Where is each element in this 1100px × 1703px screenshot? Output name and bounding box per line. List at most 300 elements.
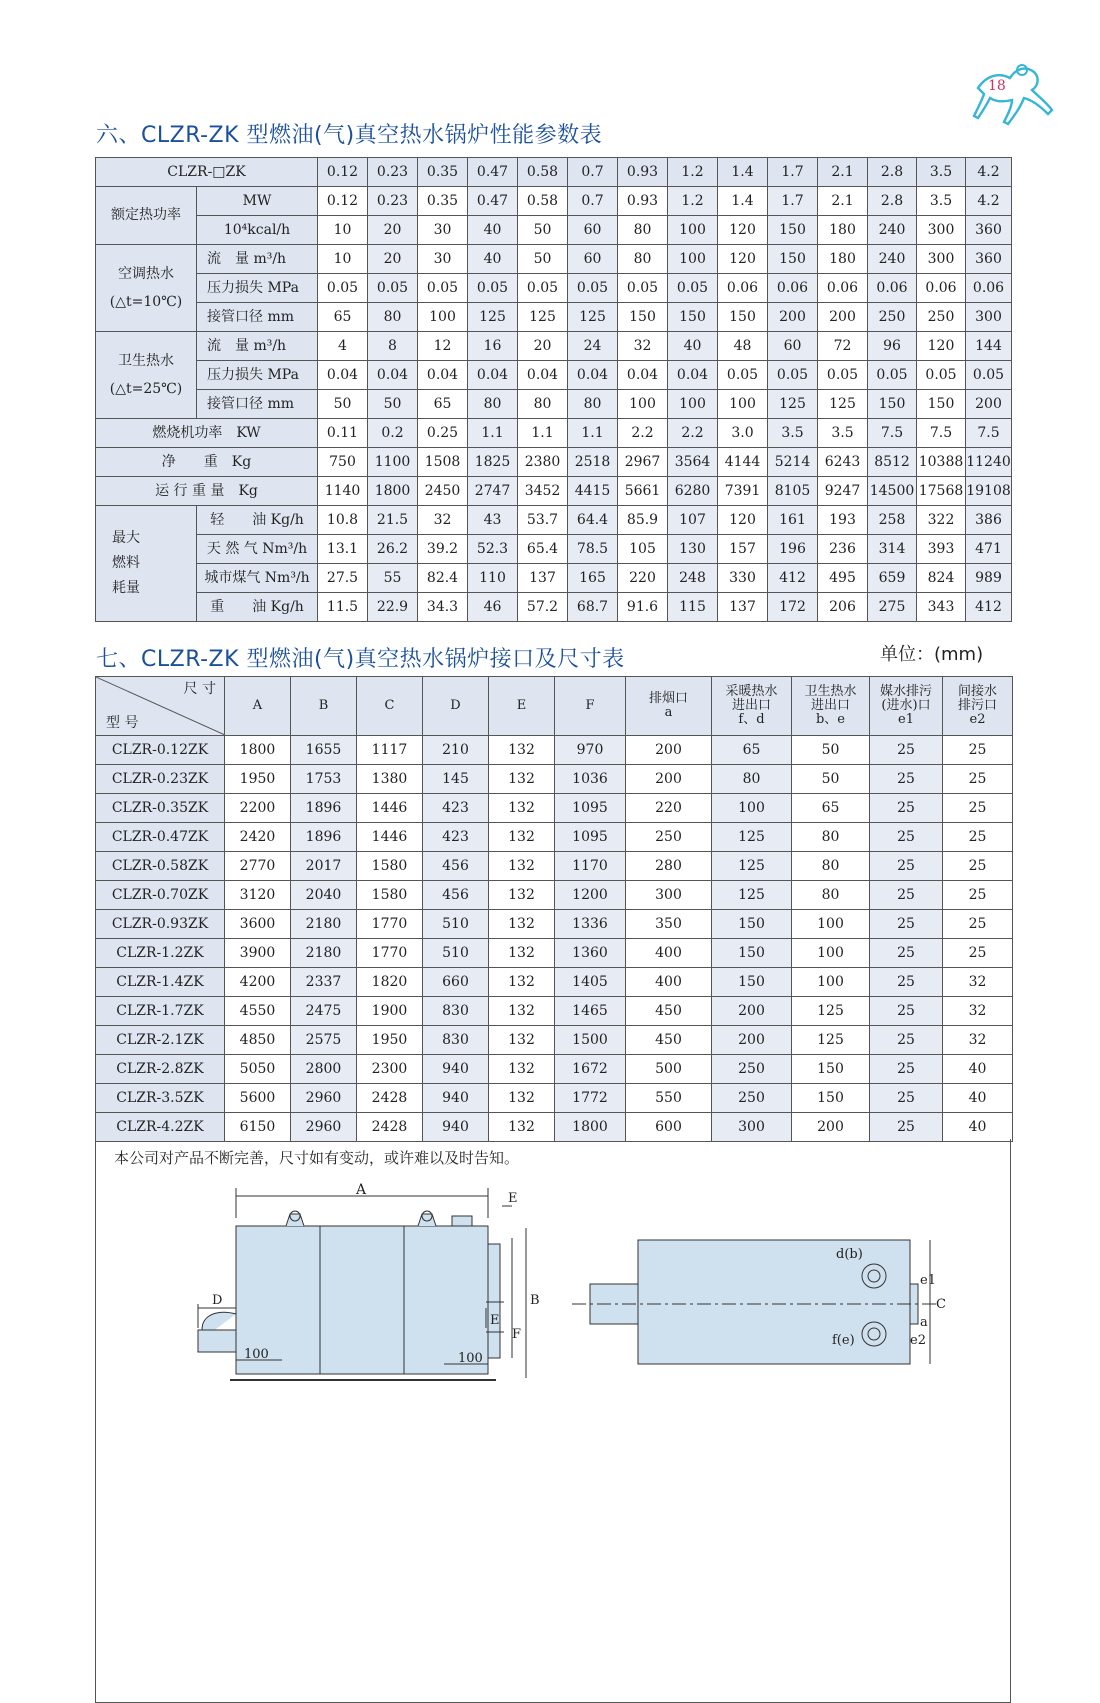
value-cell: 32 — [943, 968, 1013, 997]
value-cell: 1.7 — [768, 158, 818, 187]
value-cell: 3452 — [518, 477, 568, 506]
value-cell: 6243 — [818, 448, 868, 477]
value-cell: 2967 — [618, 448, 668, 477]
model-cell: CLZR-1.7ZK — [96, 997, 225, 1026]
value-cell: 2.8 — [868, 187, 917, 216]
value-cell: 2450 — [418, 477, 468, 506]
heavy-oil-row — [96, 593, 1012, 622]
table-row — [96, 1026, 1013, 1055]
hw-pressure-row — [96, 361, 1012, 390]
value-cell: 22.9 — [368, 593, 418, 622]
horse-logo-icon — [968, 58, 1058, 130]
value-cell: 280 — [626, 852, 712, 881]
value-cell: 0.05 — [868, 361, 917, 390]
value-cell: 4415 — [568, 477, 618, 506]
value-cell: 80 — [518, 390, 568, 419]
value-cell: 456 — [423, 852, 489, 881]
corner-bottom: 型 号 — [106, 714, 139, 731]
value-cell: 0.04 — [468, 361, 518, 390]
value-cell: 3.5 — [917, 158, 966, 187]
table-row — [96, 1055, 1013, 1084]
value-cell: 0.12 — [318, 187, 368, 216]
value-cell: 5050 — [225, 1055, 291, 1084]
dim-F: F — [512, 1327, 522, 1342]
value-cell: 16 — [468, 332, 518, 361]
natural-gas-label: 天 然 气 Nm³/h — [197, 535, 318, 564]
value-cell: 144 — [966, 332, 1012, 361]
table-row — [96, 736, 1013, 765]
value-cell: 150 — [792, 1055, 870, 1084]
drain-header — [870, 677, 943, 736]
header-line: 进出口 — [810, 697, 850, 713]
value-cell: 25 — [870, 1026, 943, 1055]
value-cell: 150 — [668, 303, 718, 332]
value-cell: 150 — [712, 939, 792, 968]
value-cell: 1508 — [418, 448, 468, 477]
value-cell: 120 — [917, 332, 966, 361]
value-cell: 500 — [626, 1055, 712, 1084]
value-cell: 4144 — [718, 448, 768, 477]
value-cell: 25 — [943, 794, 1013, 823]
value-cell: 970 — [555, 736, 626, 765]
value-cell: 145 — [423, 765, 489, 794]
header-line: e1 — [898, 712, 914, 728]
value-cell: 3900 — [225, 939, 291, 968]
ac-label-1: 空调热水 — [118, 265, 174, 282]
value-cell: 1170 — [555, 852, 626, 881]
corner-top: 尺 寸 — [183, 681, 216, 697]
value-cell: 68.7 — [568, 593, 618, 622]
value-cell: 1036 — [555, 765, 626, 794]
value-cell: 1896 — [291, 823, 357, 852]
value-cell: 11240 — [966, 448, 1012, 477]
fuel-label-line: 最大 — [112, 529, 140, 546]
value-cell: 132 — [489, 968, 555, 997]
value-cell: 0.05 — [418, 274, 468, 303]
value-cell: 1446 — [357, 823, 423, 852]
header-D: D — [423, 677, 489, 736]
burner-label: 燃烧机功率 KW — [96, 419, 318, 448]
value-cell: 132 — [489, 939, 555, 968]
value-cell: 8 — [368, 332, 418, 361]
value-cell: 10388 — [917, 448, 966, 477]
value-cell: 471 — [966, 535, 1012, 564]
value-cell: 210 — [423, 736, 489, 765]
value-cell: 30 — [418, 245, 468, 274]
value-cell: 25 — [870, 997, 943, 1026]
value-cell: 50 — [518, 245, 568, 274]
value-cell: 132 — [489, 1113, 555, 1142]
value-cell: 0.06 — [768, 274, 818, 303]
header-line: 间接水 — [957, 683, 997, 699]
model-cell: CLZR-0.12ZK — [96, 736, 225, 765]
value-cell: 132 — [489, 1084, 555, 1113]
value-cell: 0.2 — [368, 419, 418, 448]
value-cell: 25 — [943, 765, 1013, 794]
value-cell: 7391 — [718, 477, 768, 506]
value-cell: 0.58 — [518, 187, 568, 216]
value-cell: 120 — [718, 245, 768, 274]
table-row — [96, 939, 1013, 968]
value-cell: 25 — [943, 736, 1013, 765]
value-cell: 0.58 — [518, 158, 568, 187]
value-cell: 125 — [768, 390, 818, 419]
city-gas-label: 城市煤气 Nm³/h — [197, 564, 318, 593]
value-cell: 330 — [718, 564, 768, 593]
value-cell: 1.1 — [518, 419, 568, 448]
value-cell: 4.2 — [966, 187, 1012, 216]
value-cell: 80 — [618, 245, 668, 274]
value-cell: 1825 — [468, 448, 518, 477]
value-cell: 300 — [626, 881, 712, 910]
header-line: 媒水排污 — [879, 683, 932, 699]
value-cell: 236 — [818, 535, 868, 564]
value-cell: 350 — [626, 910, 712, 939]
value-cell: 150 — [868, 390, 917, 419]
header-A: A — [225, 677, 291, 736]
side-view-drawing — [186, 1178, 556, 1390]
pipe-label: 接管口径 mm — [197, 303, 318, 332]
value-cell: 5214 — [768, 448, 818, 477]
value-cell: 65 — [318, 303, 368, 332]
value-cell: 100 — [792, 968, 870, 997]
value-cell: 25 — [943, 881, 1013, 910]
value-cell: 0.04 — [318, 361, 368, 390]
value-cell: 25 — [870, 881, 943, 910]
value-cell: 0.06 — [917, 274, 966, 303]
value-cell: 3120 — [225, 881, 291, 910]
model-cell: CLZR-3.5ZK — [96, 1084, 225, 1113]
value-cell: 132 — [489, 765, 555, 794]
value-cell: 1336 — [555, 910, 626, 939]
dim-E-top: E — [508, 1191, 518, 1206]
value-cell: 132 — [489, 1055, 555, 1084]
top-view-drawing — [570, 1228, 950, 1378]
value-cell: 200 — [818, 303, 868, 332]
value-cell: 100 — [668, 216, 718, 245]
value-cell: 3564 — [668, 448, 718, 477]
value-cell: 3.0 — [718, 419, 768, 448]
value-cell: 300 — [917, 216, 966, 245]
table-row — [96, 968, 1013, 997]
value-cell: 20 — [368, 216, 418, 245]
value-cell: 25 — [870, 910, 943, 939]
value-cell: 5661 — [618, 477, 668, 506]
model-cell: CLZR-0.58ZK — [96, 852, 225, 881]
value-cell: 65 — [712, 736, 792, 765]
value-cell: 0.7 — [568, 187, 618, 216]
value-cell: 30 — [418, 216, 468, 245]
value-cell: 1500 — [555, 1026, 626, 1055]
value-cell: 80 — [368, 303, 418, 332]
sanitary-header — [792, 677, 870, 736]
value-cell: 4550 — [225, 997, 291, 1026]
heavy-oil-label: 重 油 Kg/h — [197, 593, 318, 622]
value-cell: 180 — [818, 216, 868, 245]
value-cell: 2960 — [291, 1084, 357, 1113]
value-cell: 64.4 — [568, 506, 618, 535]
value-cell: 0.11 — [318, 419, 368, 448]
table-row — [96, 823, 1013, 852]
hw-flow-label: 流 量 m³/h — [197, 332, 318, 361]
value-cell: 3.5 — [818, 419, 868, 448]
value-cell: 1117 — [357, 736, 423, 765]
value-cell: 165 — [568, 564, 618, 593]
header-line: 采暖热水 — [725, 683, 778, 699]
disclaimer-note: 本公司对产品不断完善，尺寸如有变动，或许难以及时告知。 — [114, 1149, 520, 1167]
value-cell: 0.04 — [368, 361, 418, 390]
value-cell: 0.04 — [568, 361, 618, 390]
value-cell: 2428 — [357, 1084, 423, 1113]
value-cell: 248 — [668, 564, 718, 593]
value-cell: 750 — [318, 448, 368, 477]
value-cell: 100 — [712, 794, 792, 823]
value-cell: 1.4 — [718, 187, 768, 216]
value-cell: 11.5 — [318, 593, 368, 622]
value-cell: 3.5 — [768, 419, 818, 448]
value-cell: 21.5 — [368, 506, 418, 535]
value-cell: 50 — [518, 216, 568, 245]
header-line: 排烟口 — [648, 690, 688, 706]
value-cell: 150 — [718, 303, 768, 332]
dim-B: B — [530, 1293, 540, 1308]
sanitary-hot-water-label — [96, 332, 197, 419]
value-cell: 161 — [768, 506, 818, 535]
header-line: a — [664, 705, 673, 720]
value-cell: 0.04 — [418, 361, 468, 390]
value-cell: 46 — [468, 593, 518, 622]
value-cell: 360 — [966, 216, 1012, 245]
value-cell: 0.7 — [568, 158, 618, 187]
value-cell: 50 — [792, 765, 870, 794]
dimension-table — [95, 676, 1013, 1142]
value-cell: 72 — [818, 332, 868, 361]
value-cell: 8512 — [868, 448, 917, 477]
table-row — [96, 852, 1013, 881]
pressure-label: 压力损失 MPa — [197, 274, 318, 303]
value-cell: 940 — [423, 1113, 489, 1142]
value-cell: 85.9 — [618, 506, 668, 535]
hw-pipe-label: 接管口径 mm — [197, 390, 318, 419]
value-cell: 1950 — [225, 765, 291, 794]
value-cell: 450 — [626, 1026, 712, 1055]
value-cell: 125 — [712, 852, 792, 881]
flue-header — [626, 677, 712, 736]
value-cell: 132 — [489, 997, 555, 1026]
value-cell: 200 — [712, 997, 792, 1026]
header-line: f、d — [738, 712, 765, 728]
value-cell: 250 — [868, 303, 917, 332]
value-cell: 150 — [712, 910, 792, 939]
value-cell: 600 — [626, 1113, 712, 1142]
value-cell: 1753 — [291, 765, 357, 794]
value-cell: 830 — [423, 997, 489, 1026]
value-cell: 0.05 — [917, 361, 966, 390]
value-cell: 32 — [418, 506, 468, 535]
model-cell: CLZR-0.47ZK — [96, 823, 225, 852]
value-cell: 78.5 — [568, 535, 618, 564]
value-cell: 25 — [870, 823, 943, 852]
net-weight-row — [96, 448, 1012, 477]
value-cell: 25 — [870, 939, 943, 968]
value-cell: 2040 — [291, 881, 357, 910]
value-cell: 110 — [468, 564, 518, 593]
header-line: (进水)口 — [881, 697, 931, 713]
mw-label: MW — [197, 187, 318, 216]
value-cell: 1820 — [357, 968, 423, 997]
value-cell: 1580 — [357, 881, 423, 910]
value-cell: 9247 — [818, 477, 868, 506]
value-cell: 55 — [368, 564, 418, 593]
value-cell: 196 — [768, 535, 818, 564]
value-cell: 50 — [368, 390, 418, 419]
value-cell: 220 — [618, 564, 668, 593]
header-line: 进出口 — [731, 697, 771, 713]
unit-label: 单位：(mm) — [880, 644, 984, 665]
value-cell: 65.4 — [518, 535, 568, 564]
value-cell: 1950 — [357, 1026, 423, 1055]
operating-weight-row — [96, 477, 1012, 506]
value-cell: 1.2 — [668, 187, 718, 216]
label-e1: e1 — [920, 1273, 936, 1288]
value-cell: 0.05 — [618, 274, 668, 303]
value-cell: 32 — [943, 1026, 1013, 1055]
value-cell: 100 — [792, 939, 870, 968]
value-cell: 250 — [712, 1084, 792, 1113]
value-cell: 300 — [917, 245, 966, 274]
value-cell: 830 — [423, 1026, 489, 1055]
value-cell: 0.06 — [718, 274, 768, 303]
value-cell: 65 — [792, 794, 870, 823]
label-db: d(b) — [836, 1247, 863, 1262]
value-cell: 7.5 — [917, 419, 966, 448]
model-label: CLZR-□ZK — [96, 158, 318, 187]
value-cell: 40 — [468, 216, 518, 245]
value-cell: 0.04 — [518, 361, 568, 390]
value-cell: 1672 — [555, 1055, 626, 1084]
value-cell: 80 — [792, 852, 870, 881]
dimension-header-row — [96, 677, 1013, 736]
value-cell: 423 — [423, 823, 489, 852]
header-line: 排污口 — [957, 697, 997, 713]
value-cell: 0.05 — [468, 274, 518, 303]
value-cell: 2.8 — [868, 158, 917, 187]
value-cell: 2.1 — [818, 158, 868, 187]
value-cell: 40 — [468, 245, 518, 274]
value-cell: 25 — [870, 1055, 943, 1084]
value-cell: 17568 — [917, 477, 966, 506]
value-cell: 5600 — [225, 1084, 291, 1113]
value-cell: 2.2 — [618, 419, 668, 448]
table-row — [96, 910, 1013, 939]
header-E: E — [489, 677, 555, 736]
model-cell: CLZR-4.2ZK — [96, 1113, 225, 1142]
kcal-row — [96, 216, 1012, 245]
value-cell: 2.2 — [668, 419, 718, 448]
value-cell: 1896 — [291, 794, 357, 823]
net-weight-label: 净 重 Kg — [96, 448, 318, 477]
value-cell: 193 — [818, 506, 868, 535]
value-cell: 450 — [626, 997, 712, 1026]
value-cell: 0.12 — [318, 158, 368, 187]
value-cell: 200 — [966, 390, 1012, 419]
value-cell: 40 — [943, 1113, 1013, 1142]
value-cell: 25 — [943, 939, 1013, 968]
city-gas-row — [96, 564, 1012, 593]
value-cell: 2518 — [568, 448, 618, 477]
value-cell: 258 — [868, 506, 917, 535]
value-cell: 400 — [626, 939, 712, 968]
value-cell: 250 — [626, 823, 712, 852]
value-cell: 100 — [792, 910, 870, 939]
value-cell: 2300 — [357, 1055, 423, 1084]
dim-E-mid: E — [490, 1313, 500, 1328]
value-cell: 2017 — [291, 852, 357, 881]
value-cell: 314 — [868, 535, 917, 564]
value-cell: 43 — [468, 506, 518, 535]
value-cell: 107 — [668, 506, 718, 535]
value-cell: 132 — [489, 910, 555, 939]
light-oil-row — [96, 506, 1012, 535]
value-cell: 1580 — [357, 852, 423, 881]
label-fe: f(e) — [832, 1333, 855, 1348]
indirect-header — [943, 677, 1013, 736]
table-row — [96, 794, 1013, 823]
value-cell: 206 — [818, 593, 868, 622]
value-cell: 200 — [626, 765, 712, 794]
value-cell: 1655 — [291, 736, 357, 765]
model-cell: CLZR-0.70ZK — [96, 881, 225, 910]
value-cell: 250 — [917, 303, 966, 332]
value-cell: 105 — [618, 535, 668, 564]
model-cell: CLZR-0.35ZK — [96, 794, 225, 823]
value-cell: 0.05 — [966, 361, 1012, 390]
value-cell: 125 — [518, 303, 568, 332]
page-number: 18 — [988, 78, 1006, 94]
value-cell: 0.05 — [518, 274, 568, 303]
value-cell: 100 — [668, 245, 718, 274]
table-row — [96, 997, 1013, 1026]
value-cell: 200 — [792, 1113, 870, 1142]
value-cell: 1.1 — [568, 419, 618, 448]
value-cell: 1140 — [318, 477, 368, 506]
value-cell: 1.7 — [768, 187, 818, 216]
value-cell: 7.5 — [966, 419, 1012, 448]
value-cell: 132 — [489, 1026, 555, 1055]
value-cell: 25 — [870, 1113, 943, 1142]
value-cell: 660 — [423, 968, 489, 997]
value-cell: 125 — [792, 1026, 870, 1055]
table-row — [96, 1113, 1013, 1142]
natural-gas-row — [96, 535, 1012, 564]
model-cell: CLZR-1.4ZK — [96, 968, 225, 997]
value-cell: 0.05 — [318, 274, 368, 303]
value-cell: 120 — [718, 216, 768, 245]
value-cell: 1446 — [357, 794, 423, 823]
value-cell: 510 — [423, 910, 489, 939]
value-cell: 25 — [870, 736, 943, 765]
value-cell: 13.1 — [318, 535, 368, 564]
header-B: B — [291, 677, 357, 736]
value-cell: 659 — [868, 564, 917, 593]
value-cell: 80 — [468, 390, 518, 419]
value-cell: 4.2 — [966, 158, 1012, 187]
value-cell: 40 — [943, 1055, 1013, 1084]
value-cell: 456 — [423, 881, 489, 910]
value-cell: 125 — [712, 881, 792, 910]
value-cell: 2.1 — [818, 187, 868, 216]
header-line: b、e — [815, 712, 845, 728]
